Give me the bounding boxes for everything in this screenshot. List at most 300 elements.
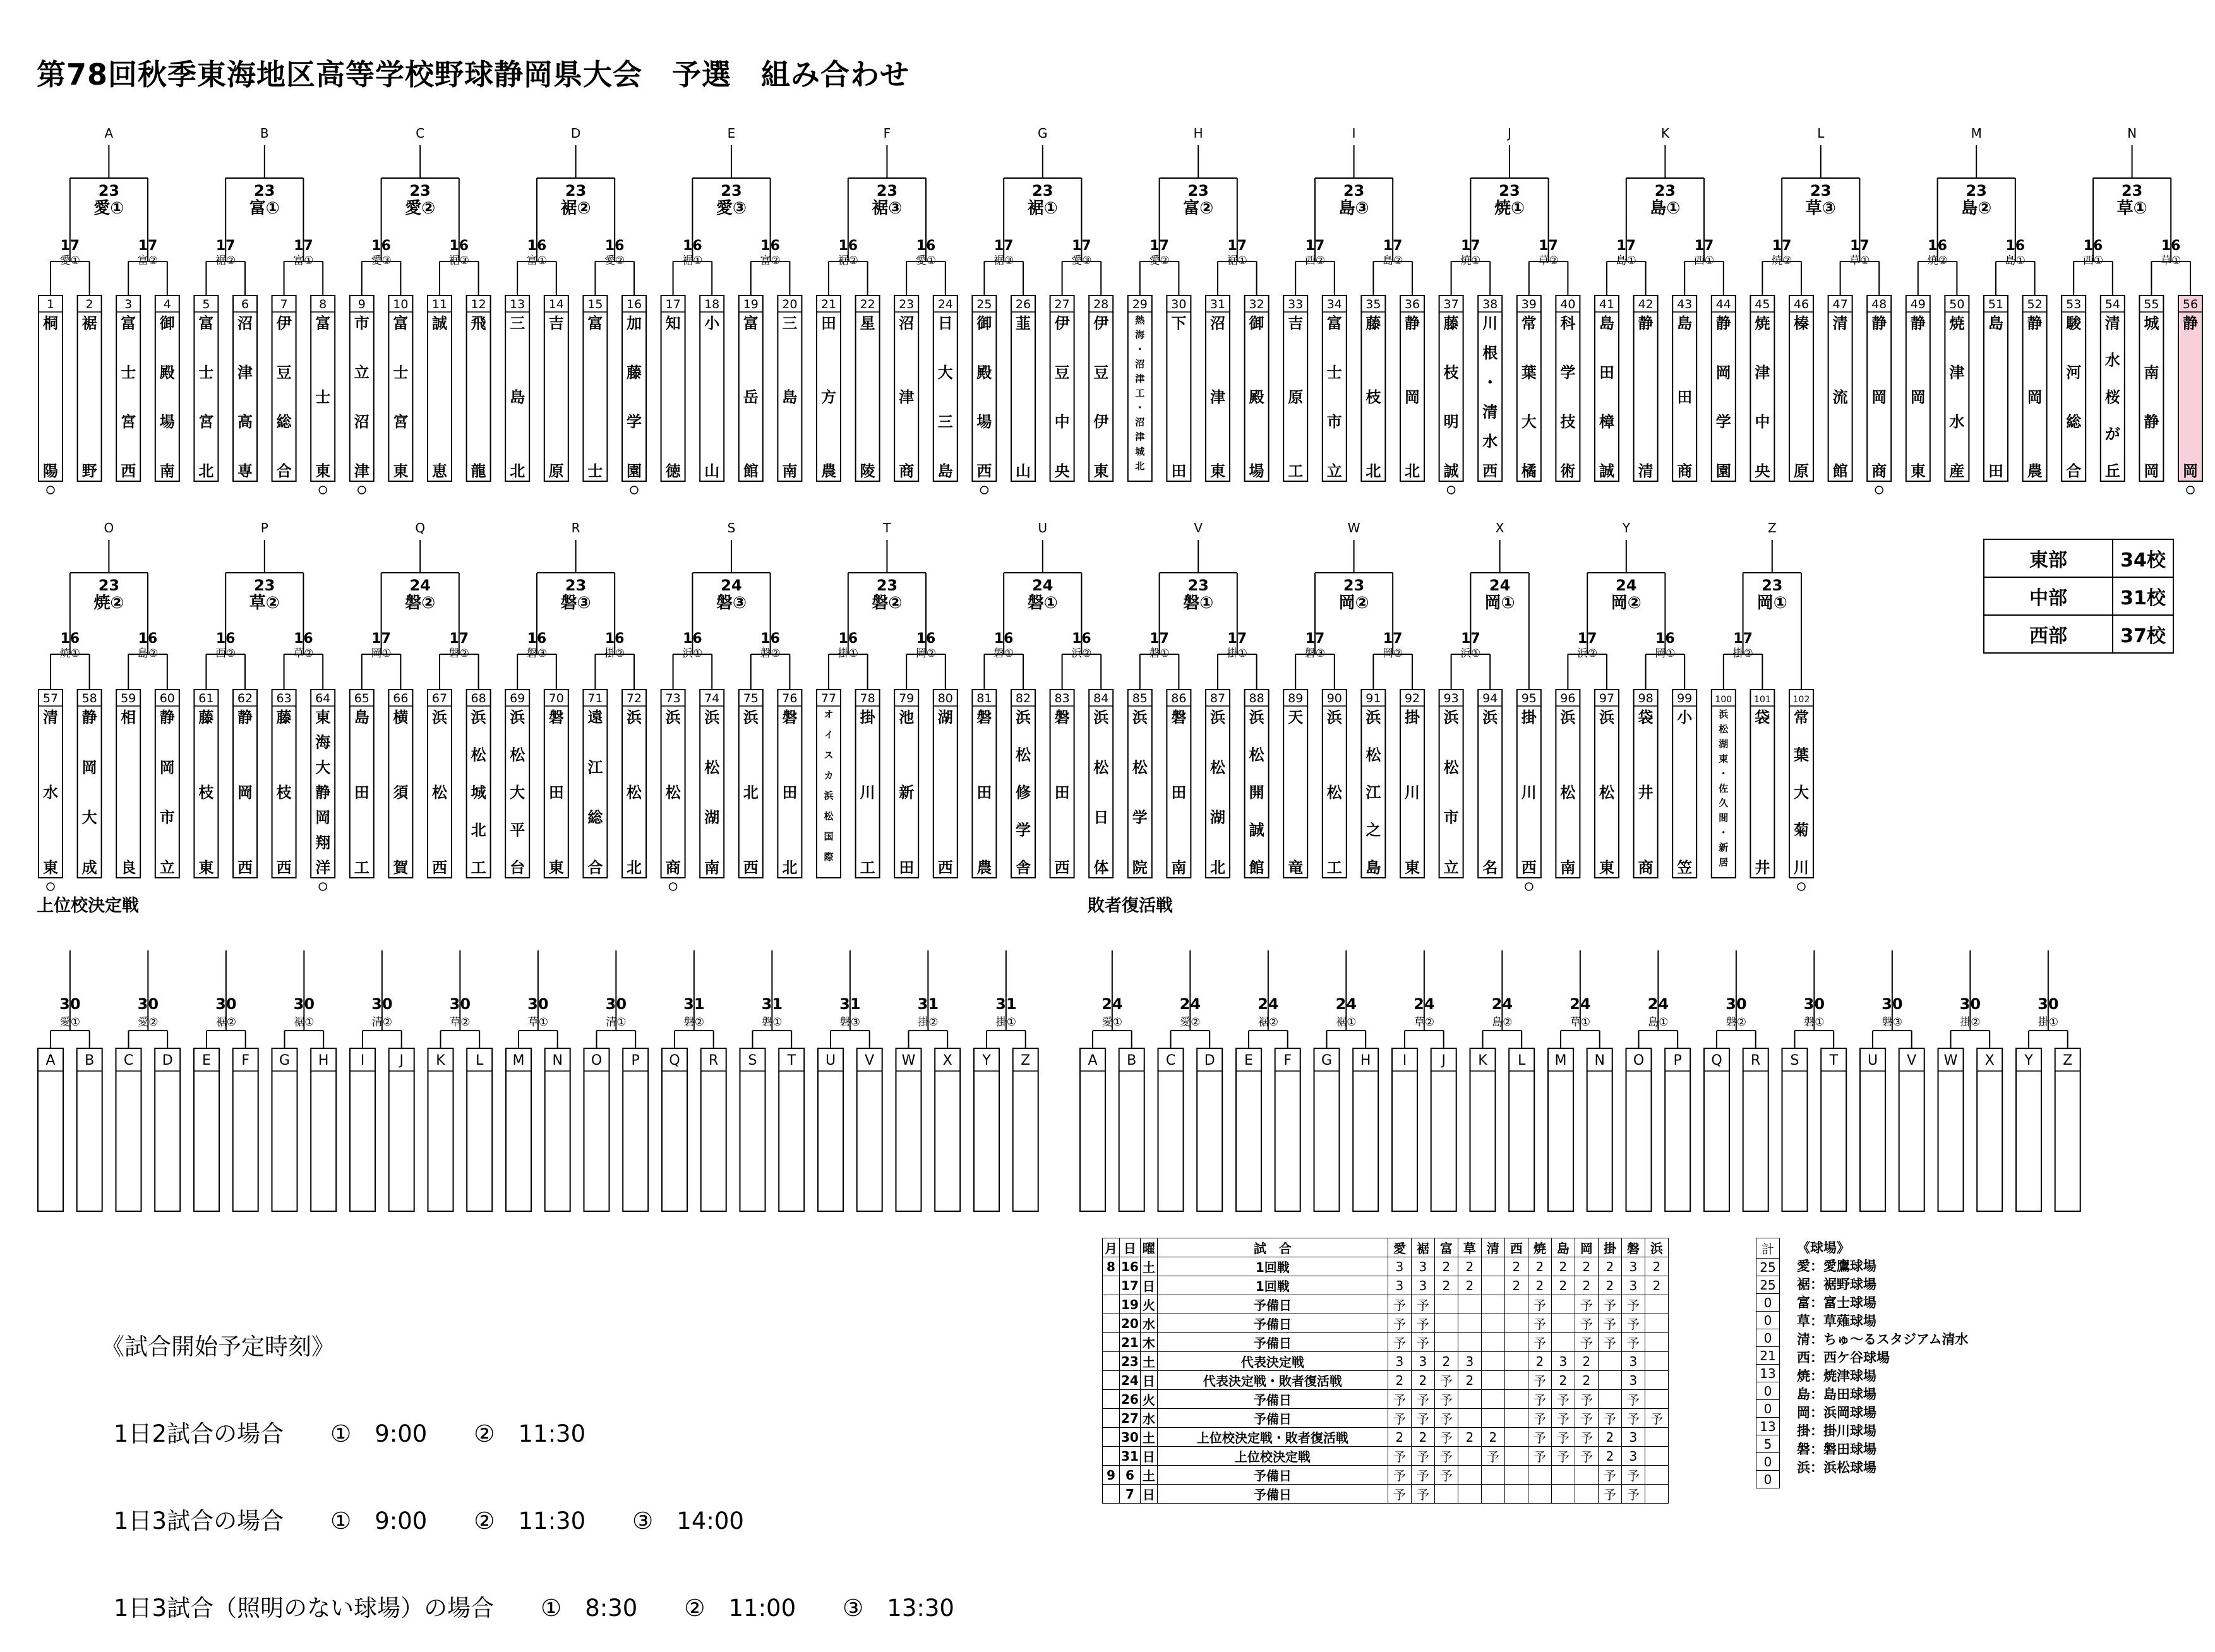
team-name-char: 岡 [237,784,253,801]
team-name-char: 浜 [1249,709,1264,726]
schedule-header-cell: 日 [1120,1238,1141,1257]
team-name-char: 北 [627,859,642,877]
team-name-char: 工 [1288,462,1304,480]
totals-cell: 13 [1756,1365,1780,1382]
schedule-cell [1481,1485,1504,1504]
upper-game-slot-letter: E [202,1053,211,1068]
loser-game-site: 愛① [1101,1016,1122,1029]
team-name-char: 館 [1832,462,1848,480]
upper-game-slot-letter: T [787,1053,796,1068]
game-date: 17 [215,238,236,254]
schedule-cell: 予 [1388,1333,1411,1352]
loser-game-slot [1860,1048,1885,1211]
team-name-char: 佐 [1719,782,1729,794]
team-name-char: 松 [1719,723,1729,735]
schedule-cell: 31 [1120,1447,1141,1466]
team-name-char: 袋 [1638,709,1654,726]
loser-game-site: 掛① [2038,1016,2058,1029]
team-number: 16 [626,297,642,311]
team-name-char: 術 [1560,462,1576,480]
team-name-char: 星 [860,314,875,332]
team-number: 47 [1832,297,1848,311]
team-number: 48 [1871,297,1887,311]
game-site: 島② [137,647,159,660]
game-site: 磐② [760,647,781,660]
team-name-char: 田 [1599,364,1614,381]
game-date: 17 [1577,631,1597,647]
schedule-cell: 2 [1551,1276,1575,1295]
block-letter: W [1347,520,1360,536]
team-number: 86 [1171,691,1187,705]
team-name-char: 藤 [198,709,214,726]
final-date: 23 [98,577,120,594]
upper-game-slot [233,1048,258,1211]
team-name-char: 沼 [237,314,253,332]
region-name: 中部 [1984,577,2113,615]
schedule-cell: 3 [1388,1276,1411,1295]
final-site: 磐③ [716,594,747,613]
schedule-cell: 予 [1528,1333,1551,1352]
block-letter: B [260,126,269,141]
game-site: 草① [2161,254,2182,267]
team-name-char: 東 [1210,462,1225,480]
loser-game-slot [1353,1048,1378,1211]
schedule-cell: 予 [1528,1314,1551,1333]
team-name-char: 商 [1638,859,1654,877]
loser-game-slot [1821,1048,1846,1211]
team-name-char: 浜 [1016,709,1031,726]
schedule-cell: 2 [1551,1257,1575,1276]
schedule-cell: 予 [1575,1409,1598,1428]
schedule-cell: 日 [1140,1447,1157,1466]
team-name-char: 陵 [860,462,875,480]
schedule-cell [1481,1390,1504,1409]
schedule-cell: 土 [1140,1352,1157,1371]
schedule-cell: 2 [1458,1371,1481,1390]
team-name-char: 駿 [2066,314,2082,332]
loser-game-site: 島① [1648,1016,1669,1029]
totals-cell: 0 [1756,1329,1780,1347]
schedule-cell [1504,1485,1528,1504]
loser-game-slot [1158,1048,1184,1211]
schedule-cell: 水 [1140,1409,1157,1428]
final-date: 23 [876,577,898,594]
upper-game-slot [506,1048,531,1211]
loser-game-date: 30 [1959,995,1981,1013]
team-name-char: 技 [1560,413,1576,431]
game-site: 島① [1616,254,1636,267]
team-name-char: 江 [1366,784,1381,801]
upper-game-slot [584,1048,609,1211]
schedule-game-name: 上位校決定戦 [1157,1447,1388,1466]
upper-game-date: 30 [215,995,237,1013]
upper-game-slot [623,1048,648,1211]
team-name-char: 工 [1326,859,1342,877]
team-name-char: 遠 [587,709,603,726]
team-name-char: 殿 [1249,388,1264,406]
game-site: 西① [2082,254,2104,267]
schedule-cell [1645,1314,1668,1333]
team-name-char: 静 [81,709,97,726]
team-number: 97 [1599,691,1615,705]
team-name-char: 城 [2144,314,2159,332]
schedule-cell: 2 [1598,1257,1621,1276]
team-name-char: 市 [159,808,175,827]
team-name-char: 松 [1132,758,1148,777]
schedule-table [1102,1238,1669,1504]
final-site: 草① [2116,199,2147,218]
schedule-cell: 予 [1575,1314,1598,1333]
team-name-char: 葉 [1794,746,1809,764]
start-times-line: 1日3試合の場合 ① 9:00 ② 11:30 ③ 14:00 [114,1507,744,1535]
schedule-header-cell: 西 [1504,1238,1528,1257]
totals-cell: 5 [1756,1435,1780,1453]
team-name-char: 沼 [1135,358,1145,370]
game-date: 17 [1733,631,1753,647]
stadium-item: 島：島田球場 [1797,1387,1876,1402]
upper-game-date: 31 [995,995,1017,1013]
team-number: 82 [1015,691,1031,705]
schedule-cell [1645,1485,1668,1504]
upper-game-site: 掛① [995,1016,1016,1029]
totals-cell: 21 [1756,1347,1780,1365]
game-date: 17 [138,238,158,254]
final-date: 23 [565,182,587,200]
schedule-cell [1481,1371,1504,1390]
seed-circle-icon [1448,486,1455,494]
team-name-char: 浜 [1560,709,1576,726]
final-date: 24 [1616,577,1637,594]
loser-game-slot-letter: L [1518,1053,1526,1068]
loser-game-slot-letter: I [1402,1053,1407,1068]
team-name-char: 浜 [432,709,447,726]
team-name-char: 島 [782,388,798,406]
block-letter: H [1193,126,1203,141]
schedule-cell [1645,1390,1668,1409]
upper-game-slot [935,1048,960,1211]
schedule-cell: 予 [1621,1390,1645,1409]
game-date: 17 [1072,238,1091,254]
team-name-char: 北 [1210,859,1225,877]
team-name-char: 松 [627,784,642,801]
team-number: 92 [1404,691,1420,705]
team-number: 39 [1521,297,1537,311]
start-times-line: 1日3試合（照明のない球場）の場合 ① 8:30 ② 11:00 ③ 13:30 [114,1595,954,1622]
schedule-cell [1598,1371,1621,1390]
team-name-char: 総 [587,808,603,827]
team-name-char: 田 [976,784,992,801]
schedule-cell: 予 [1411,1447,1434,1466]
schedule-cell: 2 [1458,1276,1481,1295]
loser-game-site: 島② [1492,1016,1513,1029]
team-name-char: 院 [1132,859,1148,877]
team-number: 74 [704,691,720,705]
schedule-cell: 3 [1621,1371,1645,1390]
loser-game-slot-letter: E [1244,1053,1253,1068]
team-name-char: 静 [1638,314,1654,332]
team-name-char: 富 [121,314,136,332]
upper-game-slot-letter: I [360,1053,365,1068]
team-number: 73 [665,691,681,705]
team-number: 63 [276,691,292,705]
schedule-cell [1103,1314,1120,1333]
team-name-char: 田 [1171,462,1187,480]
team-name-char: 浜 [471,709,486,726]
schedule-cell: 2 [1645,1276,1668,1295]
team-number: 11 [431,297,448,311]
team-name-char: 静 [1871,314,1887,332]
team-number: 12 [471,297,486,311]
game-date: 16 [838,238,858,254]
team-number: 55 [2144,297,2159,311]
team-name-char: 浜 [665,709,681,726]
team-name-char: 島 [510,388,525,406]
game-date: 16 [1928,238,1947,254]
schedule-row [1103,1466,1669,1485]
schedule-cell [1481,1409,1504,1428]
team-name-char: 三 [782,314,798,332]
team-name-char: 西 [976,462,992,480]
schedule-cell [1103,1333,1120,1352]
final-date: 23 [409,182,431,200]
game-date: 16 [2083,238,2103,254]
team-number: 65 [354,691,369,705]
schedule-cell: 土 [1140,1428,1157,1447]
loser-game-slot-letter: T [1829,1053,1838,1068]
team-name-char: 島 [1599,314,1614,332]
schedule-cell: 予 [1598,1333,1621,1352]
schedule-cell: 3 [1621,1352,1645,1371]
team-number: 2 [85,297,93,311]
game-date: 16 [138,631,158,647]
team-number: 100 [1715,695,1732,705]
game-site: 岡① [1655,647,1676,660]
schedule-cell: 2 [1551,1371,1575,1390]
team-name-char: 修 [1016,784,1031,801]
team-name-char: 島 [1366,859,1381,877]
schedule-cell [1598,1390,1621,1409]
team-number: 13 [510,297,525,311]
schedule-header-cell: 富 [1434,1238,1458,1257]
team-name-char: 伊 [1093,413,1109,431]
game-site: 愛② [604,254,625,267]
upper-game-date: 30 [293,995,315,1013]
block-letter: N [2127,126,2137,141]
team-name-char: 常 [1794,709,1809,726]
team-name-char: 水 [43,784,58,801]
final-site: 岡① [1756,594,1787,613]
team-number: 71 [587,691,603,705]
team-name-char: 士 [1326,364,1342,381]
game-site: 焼① [59,647,80,660]
seed-circle-icon [358,486,366,494]
team-name-char: 岡 [1910,388,1926,406]
game-date: 17 [60,238,80,254]
team-number: 62 [237,691,253,705]
schedule-cell: 8 [1103,1257,1120,1276]
loser-game-slot [1080,1048,1105,1211]
team-name-char: 殿 [159,364,175,381]
team-name-char: 賀 [393,859,409,877]
schedule-cell [1645,1295,1668,1314]
loser-game-slot-letter: Q [1711,1053,1722,1068]
upper-game-slot-letter: X [942,1053,952,1068]
upper-game-site: 磐① [762,1016,783,1029]
block-letter: V [1194,520,1203,536]
team-name-char: 宮 [198,413,214,431]
team-number: 38 [1482,297,1498,311]
final-site: 愛③ [716,199,747,218]
team-name-char: 誠 [1443,462,1459,480]
team-number: 90 [1326,691,1342,705]
team-name-char: 枝 [198,784,214,801]
team-number: 57 [42,691,59,705]
schedule-cell: 予 [1551,1409,1575,1428]
schedule-cell: 2 [1528,1276,1551,1295]
team-name-char: 湖 [937,709,953,726]
loser-game-slot-letter: V [1907,1053,1917,1068]
schedule-cell: 30 [1120,1428,1141,1447]
schedule-cell: 3 [1411,1276,1434,1295]
team-name-char: 掛 [1405,709,1420,726]
team-name-char: 良 [121,859,136,877]
schedule-cell: 2 [1645,1257,1668,1276]
team-number: 27 [1054,297,1070,311]
team-name-char: 田 [782,784,798,801]
schedule-cell: 2 [1528,1352,1551,1371]
upper-game-date: 30 [449,995,471,1013]
game-site: 富① [526,254,548,267]
upper-game-site: 磐③ [839,1016,860,1029]
stadium-item: 掛：掛川球場 [1797,1423,1876,1439]
game-site: 富② [760,254,781,267]
team-name-char: 岡 [2144,462,2159,480]
game-site: 草① [1849,254,1870,267]
team-name-char: 大 [1521,413,1537,431]
team-number: 58 [81,691,97,705]
team-name-char: 平 [510,821,525,839]
team-name-char: 浜 [627,709,642,726]
seed-circle-icon [319,486,327,494]
team-number: 70 [548,691,564,705]
loser-game-slot-letter: O [1633,1053,1645,1068]
team-name-char: 静 [159,709,175,726]
game-date: 17 [1539,238,1558,254]
team-name-char: 沼 [1210,314,1225,332]
schedule-cell [1528,1466,1551,1485]
game-site: 愛① [915,254,937,267]
team-name-char: 野 [81,462,97,480]
team-name-char: 松 [704,758,720,777]
team-name-char: 総 [276,413,292,431]
team-name-char: 岡 [1871,388,1887,406]
team-number: 93 [1443,691,1459,705]
team-name-char: 徳 [665,462,681,480]
upper-game-slot-letter: R [709,1053,719,1068]
schedule-cell [1458,1485,1481,1504]
schedule-cell: 27 [1120,1409,1141,1428]
loser-game-slot-letter: A [1088,1053,1098,1068]
upper-game-slot-letter: V [865,1053,875,1068]
loser-game-slot-letter: R [1751,1053,1761,1068]
team-name-char: 熱 [1135,314,1145,326]
team-name-char: 館 [1249,859,1264,877]
loser-game-site: 愛② [1180,1016,1201,1029]
totals-cell: 25 [1756,1259,1780,1276]
stadium-item: 西：西ケ谷球場 [1797,1350,1890,1365]
team-name-char: 立 [1326,462,1342,480]
schedule-cell: 3 [1411,1352,1434,1371]
team-name-char: 東 [315,709,331,726]
game-date: 17 [1150,238,1169,254]
team-name-char: 枝 [1443,364,1459,381]
block-letter: R [571,520,580,536]
team-number: 15 [587,297,603,311]
upper-game-slot [389,1048,414,1211]
block-letter: E [727,126,736,141]
loser-game-slot-letter: S [1790,1053,1799,1068]
team-name-char: 海 [315,733,331,751]
team-name-char: 榛 [1794,314,1809,332]
team-name-char: 桐 [43,314,58,332]
team-name-char: 江 [587,758,603,777]
team-name-char: 伊 [276,314,292,332]
team-name-char: 松 [1326,784,1342,801]
team-name-char: 岳 [743,388,759,406]
schedule-cell [1481,1466,1504,1485]
team-name-char: 津 [899,388,915,406]
team-name-char: 岡 [1715,364,1731,381]
team-name-char: 恵 [432,462,447,480]
team-name-char: ・ [1135,402,1145,414]
team-name-char: 誠 [1599,462,1614,480]
team-name-char: 小 [704,314,720,332]
upper-game-slot-letter: P [631,1053,640,1068]
team-name-char: 園 [627,462,642,480]
schedule-cell: 予 [1481,1447,1504,1466]
team-number: 20 [782,297,798,311]
schedule-cell [1598,1352,1621,1371]
schedule-cell [1528,1485,1551,1504]
schedule-cell [1481,1333,1504,1352]
team-name-char: 田 [354,784,369,801]
team-name-char: 岡 [2027,388,2043,406]
upper-game-date: 31 [917,995,939,1013]
team-name-char: 城 [1135,445,1145,457]
team-name-char: 東 [43,859,58,877]
team-name-char: 沼 [899,314,915,332]
schedule-cell: 予 [1575,1333,1598,1352]
schedule-game-name: 1回戦 [1157,1257,1388,1276]
block-letter: K [1660,126,1669,141]
team-number: 78 [860,691,875,705]
team-number: 35 [1366,297,1381,311]
region-row [1984,577,2173,615]
team-number: 87 [1210,691,1226,705]
game-date: 17 [1461,631,1480,647]
team-name-char: 岡 [315,808,331,827]
game-site: 掛① [837,647,858,660]
team-name-char: 松 [1366,746,1381,764]
team-name-char: 水 [1949,413,1965,431]
schedule-cell: 日 [1140,1276,1157,1295]
team-number: 85 [1132,691,1148,705]
game-date: 16 [760,238,780,254]
final-date: 23 [1499,182,1520,200]
team-number: 49 [1910,297,1926,311]
team-name-char: 松 [510,746,525,764]
stadium-legend-heading: 《球場》 [1797,1240,1850,1255]
